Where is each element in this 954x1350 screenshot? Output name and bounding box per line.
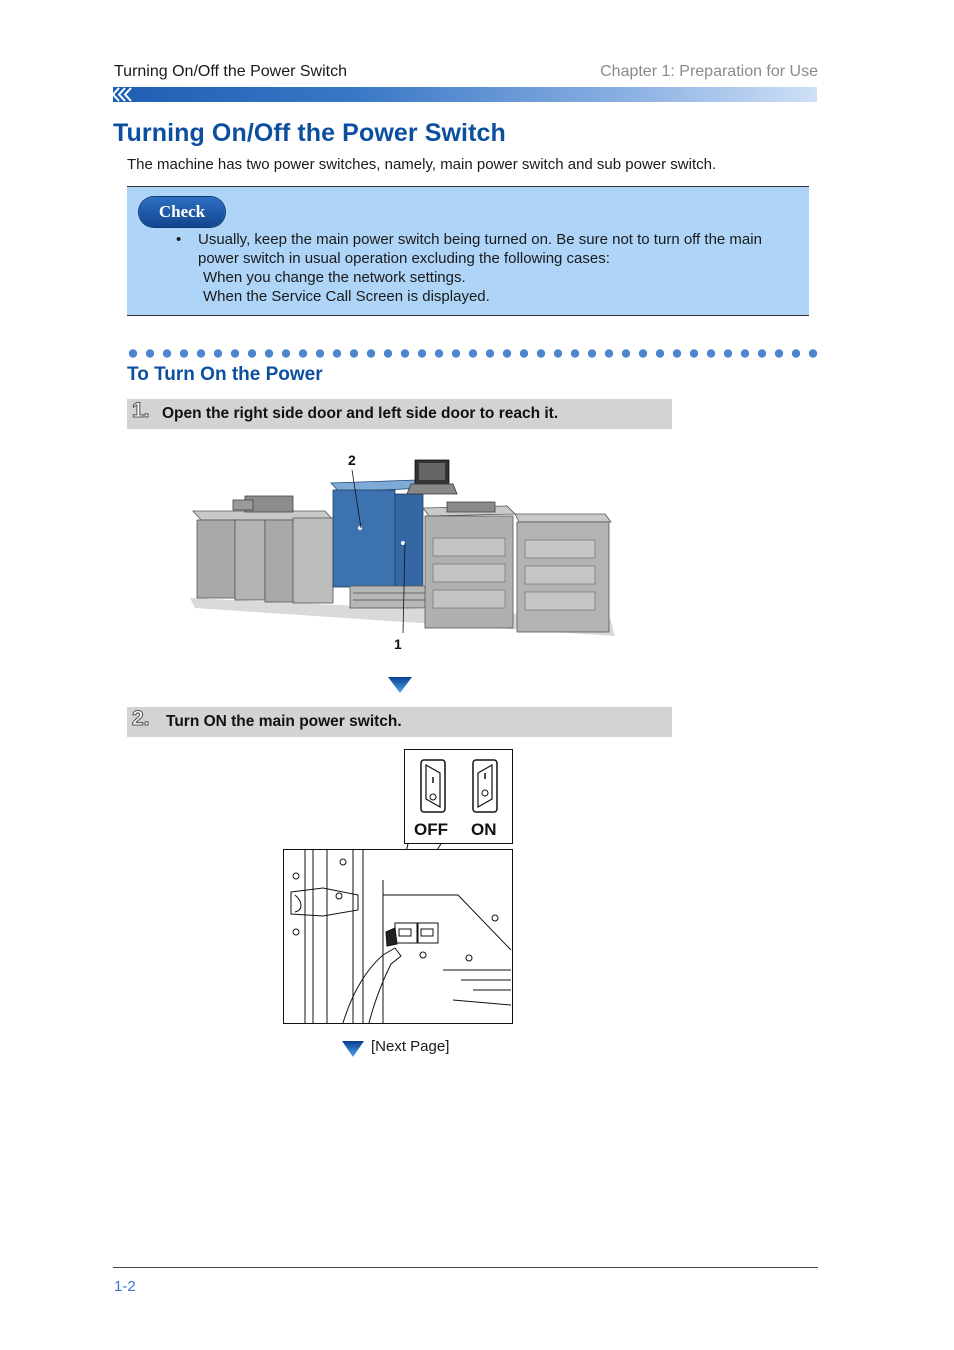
separator-dot: [656, 349, 664, 357]
separator-dot: [486, 349, 494, 357]
page-title: Turning On/Off the Power Switch: [113, 119, 506, 147]
separator-dot: [418, 349, 426, 357]
separator-dot: [231, 349, 239, 357]
check-note-text: Usually, keep the main power switch being turned on. Be sure not to turn off the main power switch in usual operation excluding the following cases:: [198, 231, 762, 267]
separator-dot: [248, 349, 256, 357]
header-chevron-icon: [112, 87, 138, 102]
dotted-separator: [128, 348, 818, 359]
separator-dot: [350, 349, 358, 357]
printer-system-illustration: [185, 448, 625, 663]
separator-dot: [588, 349, 596, 357]
separator-dot: [299, 349, 307, 357]
separator-dot: [809, 349, 817, 357]
separator-dot: [639, 349, 647, 357]
separator-dot: [401, 349, 409, 357]
footer-rule: [113, 1267, 818, 1268]
header-gradient-bar: [113, 87, 817, 102]
check-case-item: When the Service Call Screen is displayed.: [203, 288, 490, 305]
separator-dot: [758, 349, 766, 357]
separator-dot: [333, 349, 341, 357]
switch-on-label: ON: [471, 820, 497, 839]
control-panel: [407, 460, 457, 494]
next-page-label: [Next Page]: [371, 1038, 450, 1055]
separator-dot: [282, 349, 290, 357]
separator-dot: [452, 349, 460, 357]
step-1-bar: [127, 399, 672, 429]
finisher-unit: [193, 496, 333, 603]
step-text: Open the right side door and left side door to reach it.: [162, 405, 559, 422]
section-subheading: To Turn On the Power: [127, 364, 323, 385]
separator-dot: [690, 349, 698, 357]
separator-dot: [265, 349, 273, 357]
separator-dot: [146, 349, 154, 357]
step-number: 2.: [132, 707, 150, 730]
separator-dot: [316, 349, 324, 357]
bullet-icon: •: [176, 231, 182, 248]
running-header-chapter: Chapter 1: Preparation for Use: [600, 63, 818, 80]
switch-on-icon: [473, 760, 497, 812]
separator-dot: [129, 349, 137, 357]
separator-dot: [520, 349, 528, 357]
separator-dot: [622, 349, 630, 357]
separator-dot: [163, 349, 171, 357]
separator-dot: [197, 349, 205, 357]
check-note-content: [176, 230, 786, 306]
separator-dot: [605, 349, 613, 357]
separator-dot: [792, 349, 800, 357]
callout-label: 2: [348, 452, 356, 468]
main-engine-body: [331, 480, 430, 608]
intro-paragraph: The machine has two power switches, namely, main power switch and sub power switch.: [127, 156, 717, 173]
callout-label: 1: [394, 636, 402, 652]
separator-dot: [180, 349, 188, 357]
switch-off-icon: [421, 760, 445, 812]
separator-dot: [384, 349, 392, 357]
separator-dot: [367, 349, 375, 357]
separator-dot: [435, 349, 443, 357]
page-number: 1-2: [114, 1278, 136, 1295]
check-case-item: When you change the network settings.: [203, 269, 466, 286]
step-arrow-icon: [387, 676, 413, 694]
main-power-switch-illustration: [283, 840, 514, 1025]
separator-dot: [775, 349, 783, 357]
step-text: Turn ON the main power switch.: [166, 713, 402, 730]
separator-dot: [571, 349, 579, 357]
check-badge: Check: [139, 197, 225, 227]
separator-dot: [469, 349, 477, 357]
separator-dot: [741, 349, 749, 357]
separator-dot: [214, 349, 222, 357]
running-header-title: Turning On/Off the Power Switch: [114, 63, 347, 80]
separator-dot: [537, 349, 545, 357]
step-2-bar: [127, 707, 672, 737]
separator-dot: [673, 349, 681, 357]
separator-dot: [554, 349, 562, 357]
separator-dot: [503, 349, 511, 357]
separator-dot: [724, 349, 732, 357]
separator-dot: [707, 349, 715, 357]
step-number: 1.: [132, 399, 150, 422]
next-page-arrow-icon: [341, 1040, 365, 1058]
paper-feed-unit: [423, 502, 611, 632]
switch-off-label: OFF: [414, 820, 448, 839]
